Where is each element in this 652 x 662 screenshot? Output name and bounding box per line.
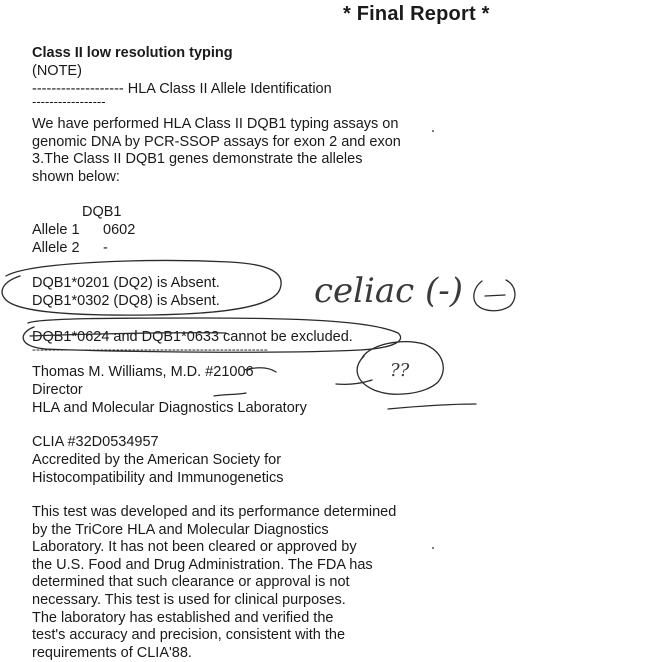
intro-line: shown below: — [32, 168, 120, 185]
disclaimer-line: necessary. This test is used for clinical purposes. — [32, 591, 346, 608]
note-label: (NOTE) — [32, 63, 82, 79]
clia-number: CLIA #32D0534957 — [32, 434, 159, 450]
disclaimer-line: by the TriCore HLA and Molecular Diagnostics — [32, 521, 329, 538]
report-title: * Final Report * — [343, 3, 490, 25]
intro-line: 3.The Class II DQB1 genes demonstrate the alleles — [32, 151, 363, 168]
intro-line: We have performed HLA Class II DQB1 typing assays on — [32, 116, 399, 132]
disclaimer-line: This test was developed and its performance determined — [32, 504, 397, 520]
accreditation-line-1: Accredited by the American Society for — [32, 452, 282, 468]
disclaimer-line: test's accuracy and precision, consistent with the — [32, 627, 346, 644]
signatory-lab: HLA and Molecular Diagnostics Laboratory — [32, 400, 307, 416]
signatory-role: Director — [32, 382, 83, 398]
pen-stroke — [244, 368, 276, 372]
dq2-absent-result: DQB1*0201 (DQ2) is Absent. — [32, 275, 220, 291]
signatory-name: Thomas M. Williams, M.D. #21006 — [32, 364, 254, 380]
circle-around-absent-results — [2, 261, 281, 316]
allele-identification-header-tail: ----------------- — [32, 94, 106, 109]
dq8-absent-result: DQB1*0302 (DQ8) is Absent. — [32, 293, 220, 309]
not-excluded-result: DQB1*0624 and DQB1*0633 cannot be excluded. — [32, 329, 353, 345]
typing-column-header: DQB1 — [82, 204, 122, 220]
minus-sign — [485, 295, 505, 296]
intro-line: genomic DNA by PCR-SSOP assays for exon 2 and exon — [32, 133, 401, 150]
section-title: Class II low resolution typing — [32, 45, 233, 61]
paper-speck — [432, 130, 434, 132]
pen-stroke — [388, 404, 476, 409]
pen-stroke — [336, 380, 372, 384]
allele-identification-header: ------------------- HLA Class II Allele Identification — [32, 81, 332, 97]
pen-stroke — [214, 393, 246, 396]
disclaimer-line: The laboratory has established and verified the — [32, 609, 334, 626]
allele-2-label: Allele 2 — [32, 240, 80, 256]
allele-1-value: 0602 — [103, 222, 136, 238]
paper-speck — [432, 547, 434, 549]
allele-2-value: - — [103, 240, 108, 256]
disclaimer-line: determined that such clearance or approval is not — [32, 574, 350, 591]
allele-1-label: Allele 1 — [32, 222, 80, 238]
strike-through-alleles — [30, 333, 226, 336]
handwritten-celiac-note: celiac (-) — [314, 271, 464, 311]
divider-line: ----------------------------------------------------------- — [32, 342, 268, 356]
disclaimer-line: Laboratory. It has not been cleared or approved by — [32, 539, 357, 556]
accreditation-line-2: Histocompatibility and Immunogenetics — [32, 470, 284, 486]
disclaimer-line: requirements of CLIA'88. — [32, 644, 192, 661]
disclaimer-line: the U.S. Food and Drug Administration. The FDA has — [32, 556, 373, 573]
handwritten-question-marks: ?? — [390, 360, 410, 381]
